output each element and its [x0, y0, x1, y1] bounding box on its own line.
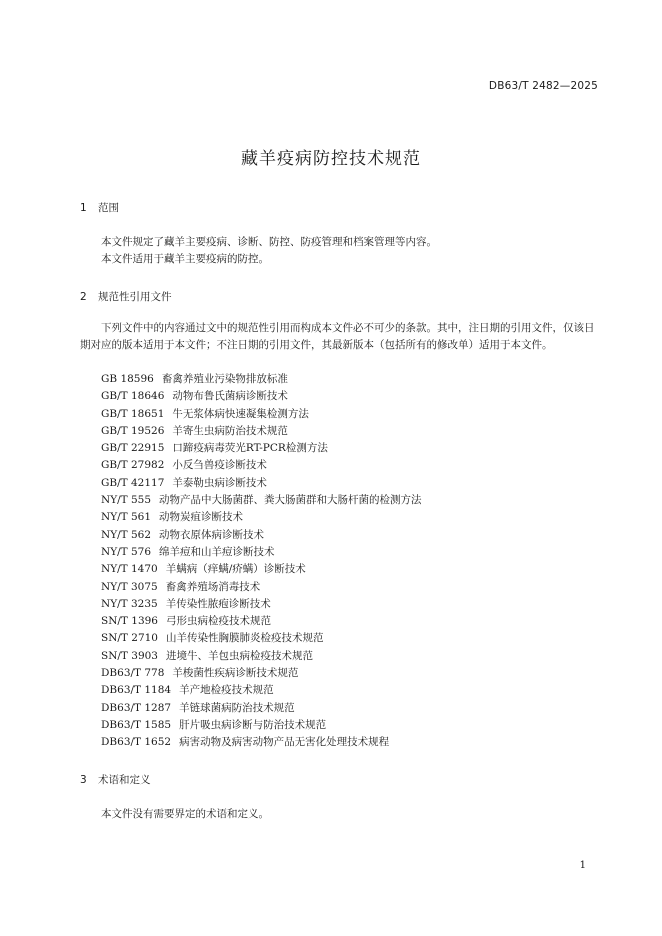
reference-item	[101, 406, 422, 423]
reference-code: SN/T 2710	[101, 632, 158, 645]
reference-name: 羊链球菌病防治技术规范	[179, 701, 295, 714]
reference-code: NY/T 561	[101, 511, 152, 524]
reference-name: 动物产品中大肠菌群、粪大肠菌群和大肠杆菌的检测方法	[159, 494, 422, 507]
reference-name: 羊寄生虫病防治技术规范	[172, 424, 288, 437]
reference-name: 病害动物及病害动物产品无害化处理技术规程	[179, 736, 390, 749]
reference-item	[101, 440, 422, 457]
reference-code: NY/T 1470	[101, 563, 158, 576]
reference-code: SN/T 3903	[101, 649, 158, 662]
reference-item	[101, 509, 422, 526]
reference-code: NY/T 3075	[101, 580, 158, 593]
reference-list	[101, 371, 422, 752]
reference-name: 动物衣原体病诊断技术	[159, 528, 265, 541]
reference-item	[101, 717, 422, 734]
reference-item	[101, 648, 422, 665]
reference-name: 羊梭菌性疾病诊断技术规范	[172, 667, 299, 680]
section-heading-normative-refs	[80, 289, 172, 304]
reference-item	[101, 388, 422, 405]
reference-name: 绵羊痘和山羊痘诊断技术	[159, 545, 275, 558]
document-code: DB63/T 2482—2025	[488, 80, 598, 92]
reference-item	[101, 475, 422, 492]
reference-name: 肝片吸虫病诊断与防治技术规范	[179, 718, 327, 731]
reference-item	[101, 527, 422, 544]
reference-name: 弓形虫病检疫技术规范	[165, 615, 271, 628]
reference-code: DB63/T 778	[101, 667, 165, 680]
section-number: 3	[80, 774, 87, 786]
reference-code: GB/T 27982	[101, 459, 165, 472]
section-number: 1	[80, 202, 87, 214]
reference-name: 羊螨病（痒螨/疥螨）诊断技术	[165, 563, 306, 576]
section-title: 范围	[98, 202, 119, 214]
section-heading-terms	[80, 772, 151, 787]
reference-code: DB63/T 1585	[101, 718, 172, 731]
reference-name: 羊传染性脓疱诊断技术	[165, 597, 271, 610]
reference-item	[101, 630, 422, 647]
reference-code: GB 18596	[101, 373, 154, 385]
reference-code: DB63/T 1652	[101, 736, 172, 749]
reference-code: NY/T 576	[101, 545, 152, 558]
reference-code: NY/T 555	[101, 494, 152, 507]
reference-code: DB63/T 1184	[101, 684, 172, 697]
section-title: 术语和定义	[98, 774, 151, 786]
reference-name: 羊产地检疫技术规范	[179, 684, 274, 697]
reference-item	[101, 492, 422, 509]
reference-item	[101, 371, 422, 388]
document-title: 藏羊疫病防控技术规范	[241, 149, 421, 169]
reference-code: NY/T 562	[101, 528, 152, 541]
reference-name: 动物炭疽诊断技术	[159, 511, 244, 524]
reference-name: 山羊传染性胸膜肺炎检疫技术规范	[165, 632, 324, 645]
normative-refs-intro: 下列文件中的内容通过文中的规范性引用而构成本文件必不可少的条款。其中，注日期的引用文件，仅该日期对应的版本适用于本文件；不注日期的引用文件，其最新版本（包括所有的修改单）适用于本文件。	[80, 322, 595, 351]
reference-item	[101, 423, 422, 440]
reference-item	[101, 700, 422, 717]
reference-code: NY/T 3235	[101, 597, 158, 610]
reference-code: GB/T 19526	[101, 424, 165, 437]
reference-item	[101, 682, 422, 699]
reference-code: GB/T 42117	[101, 476, 165, 489]
reference-item	[101, 665, 422, 682]
page-number: 1	[579, 860, 586, 871]
reference-name: 动物布鲁氏菌病诊断技术	[172, 390, 288, 403]
reference-item	[101, 613, 422, 630]
reference-name: 牛无浆体病快速凝集检测方法	[172, 407, 309, 420]
scope-paragraph-1: 本文件规定了藏羊主要疫病、诊断、防控、防疫管理和档案管理等内容。	[101, 236, 437, 248]
terms-paragraph: 本文件没有需要界定的术语和定义。	[101, 808, 269, 820]
reference-code: GB/T 18646	[101, 390, 165, 403]
section-heading-scope	[80, 200, 119, 215]
reference-code: DB63/T 1287	[101, 701, 172, 714]
reference-name: 畜禽养殖业污染物排放标准	[161, 373, 288, 385]
reference-name: 小反刍兽疫诊断技术	[172, 459, 267, 472]
section-number: 2	[80, 291, 87, 303]
reference-name: 羊泰勒虫病诊断技术	[172, 476, 267, 489]
reference-code: SN/T 1396	[101, 615, 158, 628]
reference-item	[101, 579, 422, 596]
reference-code: GB/T 22915	[101, 442, 165, 455]
section-title: 规范性引用文件	[98, 291, 172, 303]
reference-item	[101, 561, 422, 578]
reference-name: 口蹄疫病毒荧光RT-PCR检测方法	[172, 442, 328, 455]
reference-item	[101, 457, 422, 474]
reference-code: GB/T 18651	[101, 407, 165, 420]
reference-item	[101, 596, 422, 613]
reference-item	[101, 544, 422, 561]
reference-item	[101, 734, 422, 751]
scope-paragraph-2: 本文件适用于藏羊主要疫病的防控。	[101, 253, 269, 265]
reference-name: 畜禽养殖场消毒技术	[165, 580, 261, 593]
reference-name: 进境牛、羊包虫病检疫技术规范	[165, 649, 313, 662]
